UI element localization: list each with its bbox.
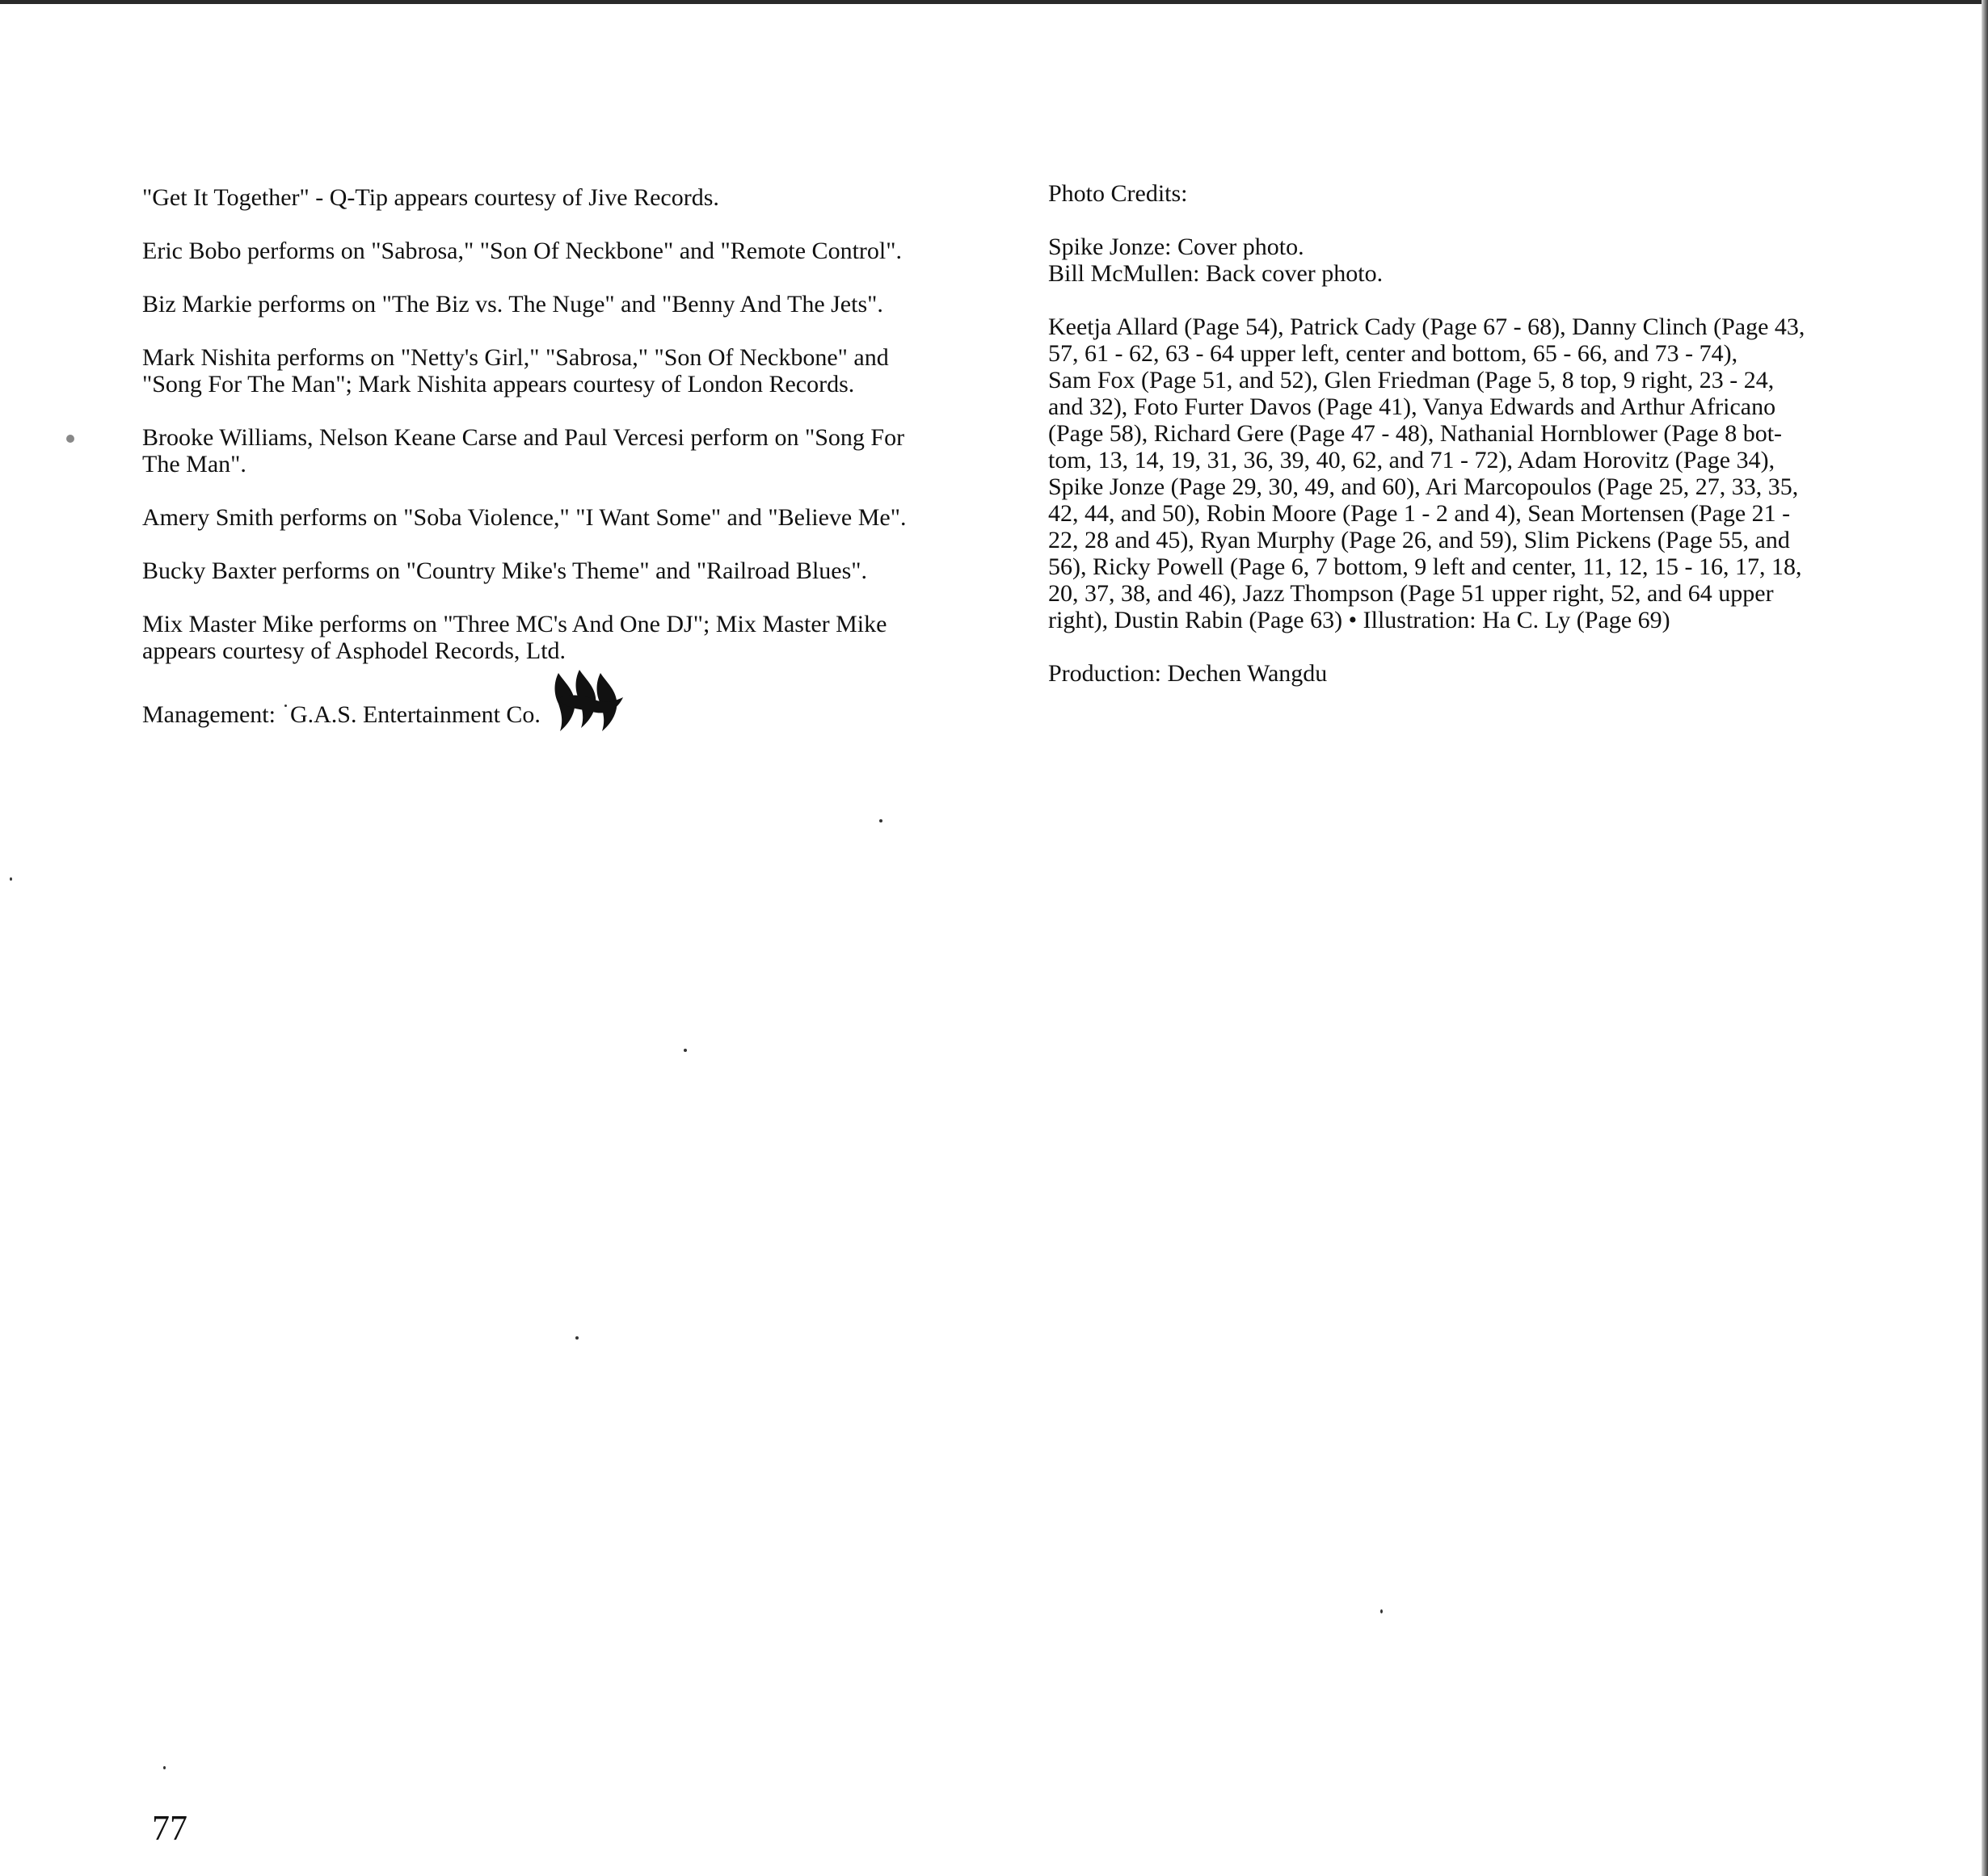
dust-speck xyxy=(10,877,12,881)
performer-credits-column xyxy=(142,184,987,738)
credit-paragraph xyxy=(142,184,987,211)
credit-line: "Get It Together" - Q-Tip appears courtesy of Jive Records. xyxy=(142,184,719,211)
photographer-credits xyxy=(1048,313,1895,633)
credit-paragraph xyxy=(142,611,987,664)
credit-paragraph xyxy=(142,238,987,264)
photo-credit-line: Spike Jonze (Page 29, 30, 49, and 60), Ari Marcopoulos (Page 25, 27, 33, 35, xyxy=(1048,473,1799,500)
credit-paragraph xyxy=(142,424,987,477)
scan-edge-top xyxy=(0,0,1988,4)
credit-line: The Man". xyxy=(142,451,246,477)
credit-line: "Song For The Man"; Mark Nishita appears courtesy of London Records. xyxy=(142,371,855,397)
cover-credit-line: Spike Jonze: Cover photo. xyxy=(1048,233,1304,260)
cover-credit-line: Bill McMullen: Back cover photo. xyxy=(1048,260,1384,287)
dust-speck xyxy=(1380,1609,1383,1613)
photo-credit-line: 42, 44, and 50), Robin Moore (Page 1 - 2 and 4), Sean Mortensen (Page 21 - xyxy=(1048,500,1791,527)
photo-credit-line: Sam Fox (Page 51, and 52), Glen Friedman (Page 5, 8 top, 9 right, 23 - 24, xyxy=(1048,367,1775,393)
credit-line: Mix Master Mike performs on "Three MC's And One DJ"; Mix Master Mike xyxy=(142,611,887,637)
management-value: G.A.S. Entertainment Co. xyxy=(289,701,541,728)
management-credit xyxy=(142,691,987,738)
credit-line: Brooke Williams, Nelson Keane Carse and Paul Vercesi perform on "Song For xyxy=(142,424,905,451)
photo-credit-line: 56), Ricky Powell (Page 6, 7 bottom, 9 left and center, 11, 12, 15 - 16, 17, 18, xyxy=(1048,553,1802,580)
photo-credit-line: and 32), Foto Furter Davos (Page 41), Vanya Edwards and Arthur Africano xyxy=(1048,393,1776,420)
dust-speck xyxy=(163,1766,166,1769)
credit-line: Biz Markie performs on "The Biz vs. The Nuge" and "Benny And The Jets". xyxy=(142,291,883,318)
photo-credits-heading: Photo Credits: xyxy=(1048,180,1188,207)
photo-credit-line: right), Dustin Rabin (Page 63) • Illustration: Ha C. Ly (Page 69) xyxy=(1048,607,1670,633)
management-label: Management: xyxy=(142,701,276,728)
photo-credit-line: Keetja Allard (Page 54), Patrick Cady (Page 67 - 68), Danny Clinch (Page 43, xyxy=(1048,313,1805,340)
photo-credit-line: (Page 58), Richard Gere (Page 47 - 48), Nathanial Hornblower (Page 8 bot- xyxy=(1048,420,1783,447)
credit-paragraph xyxy=(142,504,987,531)
credit-line: Amery Smith performs on "Soba Violence," "I Want Some" and "Believe Me". xyxy=(142,504,907,531)
dust-speck xyxy=(879,819,882,822)
photo-credit-line: tom, 13, 14, 19, 31, 36, 39, 40, 62, and 71 - 72), Adam Horovitz (Page 34), xyxy=(1048,447,1775,473)
photo-credit-line: 22, 28 and 45), Ryan Murphy (Page 26, and 59), Slim Pickens (Page 55, and xyxy=(1048,527,1790,553)
credit-paragraph xyxy=(142,291,987,318)
credit-line: Mark Nishita performs on "Netty's Girl," "Sabrosa," "Son Of Neckbone" and xyxy=(142,344,889,371)
flame-logo-icon xyxy=(552,667,625,738)
cover-credits xyxy=(1048,233,1895,287)
page-number: 77 xyxy=(152,1808,187,1848)
dust-speck xyxy=(575,1336,579,1340)
production-credit: Production: Dechen Wangdu xyxy=(1048,660,1328,687)
photo-credits-column xyxy=(1048,180,1895,713)
dust-speck xyxy=(684,1049,687,1052)
dust-speck xyxy=(66,435,74,443)
dust-speck xyxy=(284,705,287,707)
scan-edge-right xyxy=(1982,0,1988,1876)
credit-paragraph xyxy=(142,344,987,397)
photo-credit-line: 20, 37, 38, and 46), Jazz Thompson (Page 51 upper right, 52, and 64 upper xyxy=(1048,580,1774,607)
credit-line: appears courtesy of Asphodel Records, Ltd. xyxy=(142,637,566,664)
credit-paragraph xyxy=(142,557,987,584)
credit-line: Bucky Baxter performs on "Country Mike's Theme" and "Railroad Blues". xyxy=(142,557,868,584)
credit-line: Eric Bobo performs on "Sabrosa," "Son Of Neckbone" and "Remote Control". xyxy=(142,238,902,264)
photo-credit-line: 57, 61 - 62, 63 - 64 upper left, center and bottom, 65 - 66, and 73 - 74), xyxy=(1048,340,1738,367)
